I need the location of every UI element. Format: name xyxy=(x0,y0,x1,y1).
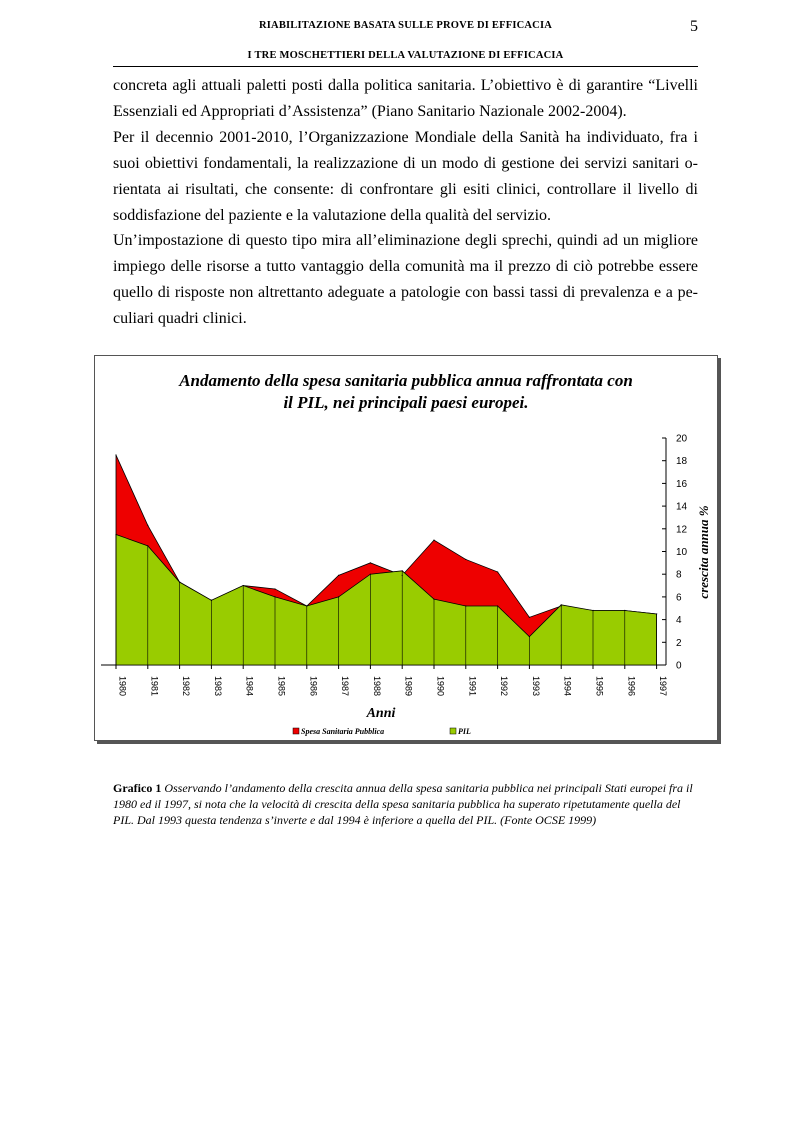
data-point-spesa-1993 xyxy=(529,617,530,618)
x-tick-label-1995: 1995 xyxy=(594,676,605,697)
data-point-spesa-1992 xyxy=(497,571,498,572)
data-point-pil-1982 xyxy=(179,582,180,583)
y-tick-label-10: 10 xyxy=(676,547,688,558)
data-point-pil-1981 xyxy=(147,545,148,546)
paragraph-1: concreta agli attuali paletti posti dalla politica sanitaria. L’obiettivo è di garantire “Livelli Essenziali ed Appropriati d’Assistenza” (Piano Sanitario Nazionale 2002-2004). xyxy=(113,77,698,120)
x-tick-label-1983: 1983 xyxy=(212,676,223,697)
x-tick-label-1987: 1987 xyxy=(340,676,351,697)
y-tick-label-8: 8 xyxy=(676,569,682,581)
legend-swatch-spesa xyxy=(293,728,299,734)
data-point-pil-1980 xyxy=(115,534,116,535)
chart-title-line-1: Andamento della spesa sanitaria pubblica annua raffrontata con xyxy=(179,371,633,390)
x-tick-label-1980: 1980 xyxy=(117,676,128,697)
running-header xyxy=(113,18,698,72)
x-tick-label-1993: 1993 xyxy=(530,676,541,697)
data-point-pil-1991 xyxy=(465,605,466,606)
x-tick-label-1994: 1994 xyxy=(562,676,573,697)
legend-swatch-pil xyxy=(450,728,456,734)
section-title: I TRE MOSCHETTIERI DELLA VALUTAZIONE DI EFFICACIA xyxy=(247,50,564,61)
data-point-pil-1995 xyxy=(592,610,593,611)
data-point-pil-1989 xyxy=(402,570,403,571)
area-series-pil xyxy=(116,534,657,665)
caption-label: Grafico 1 xyxy=(113,781,162,795)
data-point-spesa-1989 xyxy=(402,575,403,576)
x-tick-label-1991: 1991 xyxy=(467,676,478,697)
data-point-pil-1988 xyxy=(370,574,371,575)
x-tick-label-1990: 1990 xyxy=(435,676,446,697)
data-point-spesa-1990 xyxy=(433,540,434,541)
x-tick-label-1988: 1988 xyxy=(371,676,382,697)
data-point-pil-1990 xyxy=(433,599,434,600)
data-point-pil-1983 xyxy=(211,600,212,601)
data-point-pil-1984 xyxy=(243,585,244,586)
data-point-pil-1986 xyxy=(306,605,307,606)
figure-caption xyxy=(113,780,698,828)
y-tick-label-20: 20 xyxy=(676,433,688,445)
caption-text: Osservando l’andamento della crescita annua della spesa sanitaria pubblica nei principali Stati europei fra il 1980 ed il 1997, si nota che la velocità di crescita della spesa sanitaria pubblica ha superato ripetutamente quella del PIL. Dal 1993 questa tendenza s’inverte e dal 1994 è inferiore a quella del PIL. (Fonte OCSE 1999) xyxy=(113,781,693,827)
data-point-spesa-1991 xyxy=(465,559,466,560)
y-tick-label-16: 16 xyxy=(676,478,688,490)
data-point-spesa-1994 xyxy=(561,605,562,606)
x-tick-label-1982: 1982 xyxy=(181,676,192,697)
x-tick-label-1985: 1985 xyxy=(276,676,287,697)
data-point-pil-1994 xyxy=(561,604,562,605)
y-tick-label-2: 2 xyxy=(676,637,682,649)
y-tick-label-0: 0 xyxy=(676,660,682,672)
chart-title-line-2: il PIL, nei principali paesi europei. xyxy=(283,393,529,412)
page-number: 5 xyxy=(690,18,698,35)
data-point-spesa-1987 xyxy=(338,575,339,576)
x-tick-label-1984: 1984 xyxy=(244,676,255,697)
data-point-pil-1987 xyxy=(338,596,339,597)
legend-label-spesa: Spesa Sanitaria Pubblica xyxy=(301,727,385,736)
chart-figure xyxy=(94,355,718,741)
legend xyxy=(293,727,471,736)
y-tick-label-12: 12 xyxy=(676,524,688,536)
data-point-spesa-1981 xyxy=(147,525,148,526)
data-point-pil-1992 xyxy=(497,605,498,606)
x-axis-label: Anni xyxy=(366,706,396,721)
paragraph-3: Un’impostazione di questo tipo mira all’eliminazione degli sprechi, quindi ad un migliore impiego delle risorse a tutto vantaggio della comunità ma il prezzo di ciò potrebbe essere quello di risposte non altrettanto adeguate a patologie con bassi tassi di prevalenza e a pe-culiari quadri clinici. xyxy=(113,232,698,328)
x-tick-label-1997: 1997 xyxy=(658,676,669,697)
y-axis-label: crescita annua % xyxy=(696,505,711,599)
y-tick-label-14: 14 xyxy=(676,501,688,513)
data-point-spesa-1985 xyxy=(274,588,275,589)
legend-label-pil: PIL xyxy=(458,727,471,736)
data-point-pil-1996 xyxy=(624,610,625,611)
paragraph-2: Per il decennio 2001-2010, l’Organizzazione Mondiale della Sanità ha individuato, fra i suoi obiettivi fondamentali, la realizzazione di un modo di gestione dei servizi sanitari o-rientata ai risultati, che consente: di confrontare gli esiti clinici, controllare il livello di soddisfazione del paziente e la valutazione della qualità del servizio. xyxy=(113,128,698,224)
body-text xyxy=(113,73,698,332)
x-tick-label-1981: 1981 xyxy=(149,676,160,697)
x-tick-label-1996: 1996 xyxy=(626,676,637,697)
data-point-pil-1993 xyxy=(529,636,530,637)
area-chart xyxy=(95,356,717,740)
header-rule xyxy=(113,66,698,67)
data-point-spesa-1980 xyxy=(115,454,116,455)
running-title: RIABILITAZIONE BASATA SULLE PROVE DI EFFICACIA xyxy=(258,20,553,31)
x-tick-label-1992: 1992 xyxy=(499,676,510,697)
data-point-pil-1997 xyxy=(656,613,657,614)
y-tick-label-18: 18 xyxy=(676,456,688,468)
x-tick-label-1986: 1986 xyxy=(308,676,319,697)
y-tick-label-6: 6 xyxy=(676,592,682,604)
y-tick-label-4: 4 xyxy=(676,615,682,627)
data-point-pil-1985 xyxy=(274,596,275,597)
data-point-spesa-1988 xyxy=(370,562,371,563)
x-tick-label-1989: 1989 xyxy=(403,676,414,697)
